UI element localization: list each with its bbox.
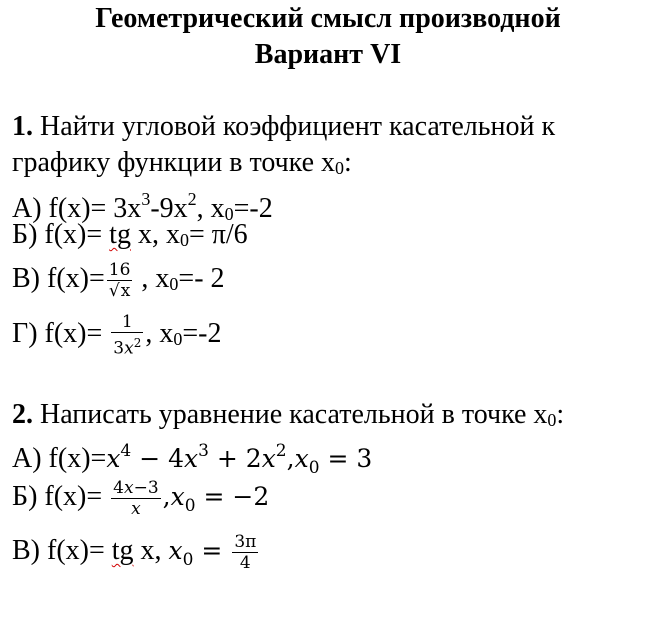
- task2-a-eq: = 3: [319, 444, 373, 473]
- task2-b-num-coef: 4: [113, 478, 124, 499]
- task1-b-x0-sub: 0: [179, 230, 189, 250]
- task1-b-prefix: Б) f(x)=: [12, 219, 110, 250]
- task1-v-x0-sub: 0: [169, 274, 179, 294]
- task2-item-v: [12, 528, 260, 583]
- task1-a-prefix: А) f(x)= 3x: [12, 193, 142, 224]
- task1-v-fraction: [107, 260, 133, 301]
- task2-b-x0: x: [170, 482, 185, 511]
- task1-b-x0-value: = π/6: [188, 219, 248, 250]
- task2-text-prefix: Написать уравнение касательной в точке x: [40, 399, 548, 430]
- task2-b-eq: = −2: [195, 482, 270, 511]
- task2-a-sep: ,: [286, 444, 295, 473]
- task1-number: 1.: [12, 111, 33, 142]
- task2-b-sep: ,: [162, 482, 171, 511]
- task1-v-radicand: x: [120, 281, 131, 302]
- task2-text-suffix: :: [556, 399, 565, 430]
- task2-v-arg: x,: [133, 535, 169, 566]
- task1-item-v: [12, 258, 225, 305]
- task1-b-fn-spellcheck: tg: [109, 219, 131, 250]
- task2-a-t3: x: [261, 444, 276, 473]
- task1-v-frac-num: 16: [108, 260, 131, 281]
- task2-b-num-var: x: [124, 478, 134, 499]
- task1-text-line2: [12, 146, 352, 185]
- task2-a-t3-sup: 2: [275, 441, 287, 461]
- task1-g-frac-den: [111, 333, 143, 359]
- task2-v-fraction: [232, 532, 258, 573]
- task1-text-line1: Найти угловой коэффициент касательной к: [40, 111, 556, 142]
- task2-a-t2-sup: 3: [198, 441, 209, 461]
- task2-v-x0: x: [168, 536, 183, 565]
- task2-b-frac-den: x: [131, 499, 141, 520]
- task2-v-x0-sub: 0: [182, 550, 194, 570]
- task2-heading: [12, 398, 564, 437]
- task2-v-fn-spellcheck: tg: [111, 535, 134, 566]
- task2-b-fraction: [111, 478, 160, 519]
- task1-g-den-coef: 3: [113, 338, 125, 359]
- task2-v-frac-den: 4: [239, 553, 251, 574]
- task1-g-prefix: Г) f(x)=: [12, 317, 110, 349]
- task1-g-frac-num: 1: [111, 312, 143, 333]
- task1-g-x0-value: =-2: [182, 317, 222, 349]
- task1-g-x0-label: , x: [145, 317, 174, 349]
- task1-v-x0-value: =- 2: [178, 263, 225, 294]
- task2-b-x0-sub: 0: [184, 496, 196, 516]
- task2-a-op2: + 2: [208, 444, 262, 473]
- task1-a-x0-value: =-2: [233, 193, 273, 224]
- task1-g-den-sup: 2: [133, 336, 142, 350]
- task1-heading: [12, 110, 555, 144]
- task1-text-line2-prefix: графику функции в точке x: [12, 147, 336, 178]
- task1-text-line2-sub: 0: [335, 158, 345, 178]
- task2-v-prefix: В) f(x)=: [12, 535, 112, 566]
- task1-a-sup2: 2: [187, 189, 197, 209]
- task2-text-sub: 0: [547, 410, 557, 430]
- task1-a-x0-sub: 0: [224, 204, 234, 224]
- task1-v-prefix: В) f(x)=: [12, 263, 105, 294]
- task1-v-x0-label: , x: [134, 263, 170, 294]
- page-title: Геометрический смысл производной: [95, 3, 561, 34]
- task1-b-arg: x, x: [130, 219, 180, 250]
- task2-a-prefix: А) f(x)=: [12, 443, 107, 474]
- task2-item-b: [12, 474, 269, 529]
- task1-text-line2-suffix: :: [344, 147, 352, 178]
- task2-a-op1: − 4: [131, 444, 184, 473]
- task1-g-fraction: [111, 312, 143, 359]
- task2-v-eq: =: [193, 536, 231, 565]
- task2-a-t1-sup: 4: [120, 441, 132, 461]
- task1-item-b: [12, 218, 248, 257]
- task1-v-frac-den: [107, 281, 133, 301]
- task1-a-sup1: 3: [141, 189, 151, 209]
- task2-a-x0: x: [294, 444, 309, 473]
- task1-a-x0-label: , x: [196, 193, 225, 224]
- task2-a-t1: x: [106, 444, 121, 473]
- sqrt-symbol: √x: [108, 281, 131, 302]
- variant-title: Вариант VI: [254, 39, 402, 70]
- task2-b-frac-num: [111, 478, 160, 499]
- task2-a-t2: x: [184, 444, 199, 473]
- task1-item-g: [12, 312, 221, 360]
- task2-a-x0-sub: 0: [308, 458, 320, 478]
- task1-g-den-var: x: [124, 338, 134, 359]
- task2-b-num-rest: −3: [133, 478, 159, 499]
- task1-a-mid: -9x: [150, 193, 188, 224]
- task2-v-frac-num: 3π: [234, 532, 257, 553]
- task2-b-prefix: Б) f(x)=: [12, 481, 110, 512]
- task2-number: 2.: [12, 399, 33, 430]
- task1-g-x0-sub: 0: [173, 328, 183, 349]
